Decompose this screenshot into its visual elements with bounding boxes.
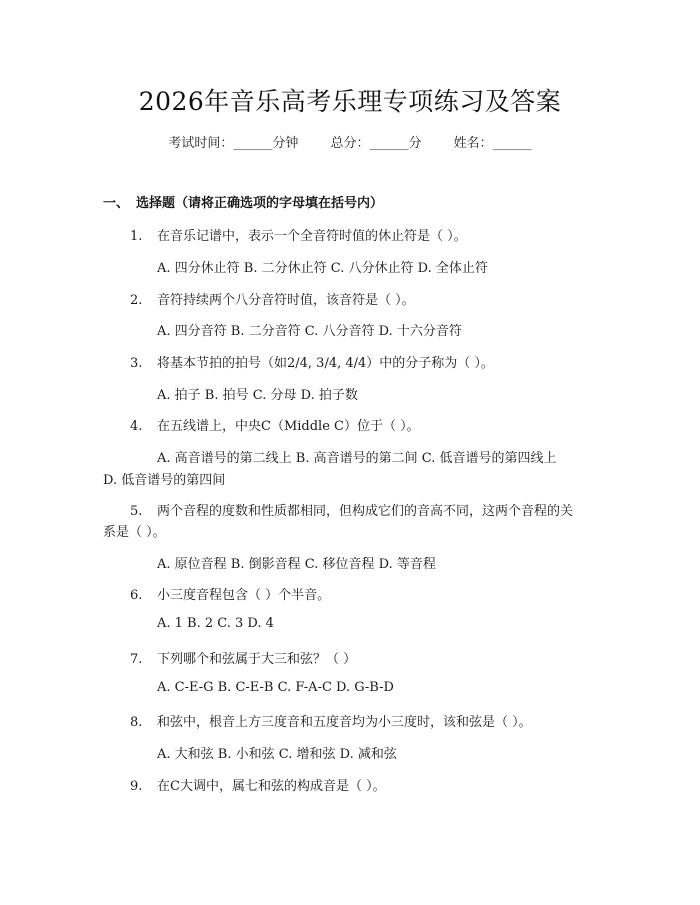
question-text: 在五线谱上，中央C（Middle C）位于（ ）。 bbox=[157, 419, 420, 434]
question-text: 两个音程的度数和性质都相同，但构成它们的音高不同，这两个音程的关 bbox=[157, 504, 574, 519]
question-5 bbox=[130, 500, 573, 519]
exam-meta bbox=[0, 132, 700, 151]
question-2-options: A. 四分音符 B. 二分音符 C. 八分音符 D. 十六分音符 bbox=[157, 324, 462, 339]
question-4-options: A. 高音谱号的第二线上 B. 高音谱号的第二间 C. 低音谱号的第四线上 bbox=[157, 451, 557, 466]
question-text: 和弦中，根音上方三度音和五度音均为小三度时，该和弦是（ ）。 bbox=[157, 715, 532, 730]
question-1-options: A. 四分休止符 B. 二分休止符 C. 八分休止符 D. 全体止符 bbox=[157, 261, 488, 276]
question-text: 在音乐记谱中，表示一个全音符时值的休止符是（ ）。 bbox=[157, 229, 467, 244]
question-number: 1. bbox=[130, 229, 143, 244]
question-5-text-cont: 系是（ ）。 bbox=[103, 525, 166, 540]
question-7-options: A. C-E-G B. C-E-B C. F-A-C D. G-B-D bbox=[157, 680, 394, 695]
question-number: 4. bbox=[130, 419, 143, 434]
exam-time-field: 考试时间：______分钟 bbox=[168, 136, 299, 151]
question-4 bbox=[130, 415, 420, 434]
question-1 bbox=[130, 225, 467, 244]
question-2 bbox=[130, 289, 415, 308]
question-9 bbox=[130, 775, 386, 794]
question-text: 将基本节拍的拍号（如2/4, 3/4, 4/4）中的分子称为（ ）。 bbox=[157, 356, 494, 371]
question-number: 7. bbox=[130, 652, 143, 667]
question-text: 小三度音程包含（ ）个半音。 bbox=[157, 588, 331, 603]
question-7 bbox=[130, 648, 356, 667]
section-number: 一、 bbox=[103, 196, 130, 211]
question-number: 3. bbox=[130, 356, 143, 371]
question-6-options: A. 1 B. 2 C. 3 D. 4 bbox=[157, 616, 274, 631]
question-text: 在C大调中，属七和弦的构成音是（ ）。 bbox=[157, 779, 386, 794]
question-3 bbox=[130, 352, 494, 371]
question-text: 音符持续两个八分音符时值，该音符是（ ）。 bbox=[157, 293, 415, 308]
question-number: 8. bbox=[130, 715, 143, 730]
question-number: 2. bbox=[130, 293, 143, 308]
section-heading bbox=[103, 192, 383, 211]
question-text: 下列哪个和弦属于大三和弦？（ ） bbox=[157, 652, 357, 667]
question-4-options-cont: D. 低音谱号的第四间 bbox=[103, 473, 226, 488]
question-8 bbox=[130, 711, 532, 730]
question-6 bbox=[130, 584, 330, 603]
student-name-field: 姓名：______ bbox=[453, 136, 532, 151]
question-number: 9. bbox=[130, 779, 143, 794]
question-number: 6. bbox=[130, 588, 143, 603]
question-number: 5. bbox=[130, 504, 143, 519]
section-title: 选择题（请将正确选项的字母填在括号内） bbox=[136, 196, 384, 211]
document-title: 2026年音乐高考乐理专项练习及答案 bbox=[138, 87, 562, 116]
total-score-field: 总分：______分 bbox=[330, 136, 422, 151]
question-8-options: A. 大和弦 B. 小和弦 C. 增和弦 D. 减和弦 bbox=[157, 747, 397, 762]
question-3-options: A. 拍子 B. 拍号 C. 分母 D. 拍子数 bbox=[157, 388, 358, 403]
question-5-options: A. 原位音程 B. 倒影音程 C. 移位音程 D. 等音程 bbox=[157, 557, 436, 572]
